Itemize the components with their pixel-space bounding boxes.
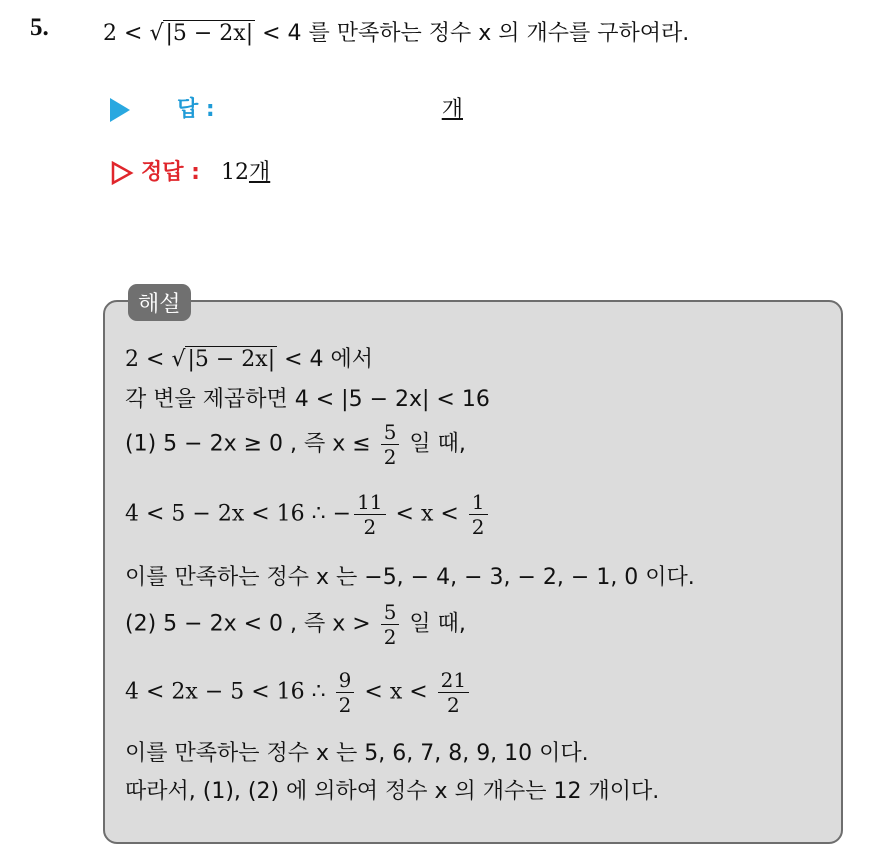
numerator: 11 — [354, 490, 385, 515]
problem-prefix: 2 < — [103, 21, 143, 46]
answer-label: 답 : — [177, 97, 215, 122]
denominator: 2 — [383, 625, 397, 649]
explanation-line-4 — [125, 490, 491, 539]
problem-suffix: < 4 를 만족하는 정수 x 의 개수를 구하여라. — [262, 21, 690, 46]
solution-value: 12 — [220, 160, 249, 185]
numerator: 21 — [438, 668, 469, 693]
denominator: 2 — [363, 515, 377, 539]
line3-text: (1) 5 − 2x ≥ 0 , 즉 x ≤ — [125, 431, 371, 457]
problem-number: 5. — [30, 14, 49, 41]
line6-text: (2) 5 − 2x < 0 , 즉 x > — [125, 611, 371, 637]
fraction — [469, 490, 488, 539]
explanation-line-1 — [125, 342, 373, 373]
explanation-tag: 해설 — [128, 284, 191, 321]
line6-end: 일 때, — [409, 611, 466, 637]
denominator: 2 — [338, 693, 352, 717]
fraction — [438, 668, 469, 717]
explanation-line-8: 이를 만족하는 정수 x 는 5, 6, 7, 8, 9, 10 이다. — [125, 741, 589, 766]
numerator: 5 — [381, 420, 400, 445]
fraction — [354, 490, 385, 539]
denominator: 2 — [471, 515, 485, 539]
square-root: √|5 − 2x| — [149, 21, 254, 46]
explanation-line-3 — [125, 420, 466, 469]
numerator: 5 — [381, 600, 400, 625]
explanation-line-6 — [125, 600, 466, 649]
fraction — [336, 668, 355, 717]
explanation-line-9: 따라서, (1), (2) 에 의하여 정수 x 의 개수는 12 개이다. — [125, 779, 660, 804]
line7-text: 4 < 2x − 5 < 16 ∴ — [125, 679, 326, 705]
solution-unit: 개 — [248, 160, 271, 185]
line4-text: 4 < 5 − 2x < 16 ∴ − — [125, 501, 352, 527]
denominator: 2 — [383, 445, 397, 469]
line7-mid: < x < — [364, 679, 428, 705]
line4-mid: < x < — [395, 501, 459, 527]
denominator: 2 — [447, 693, 460, 717]
line1-prefix: 2 < — [125, 347, 165, 372]
line1-suffix: < 4 에서 — [284, 347, 374, 372]
fraction — [381, 420, 400, 469]
numerator: 9 — [336, 668, 355, 693]
line1-radicand: |5 − 2x| — [187, 347, 276, 372]
square-root: √|5 − 2x| — [171, 347, 276, 372]
numerator: 1 — [469, 490, 488, 515]
play-triangle-icon — [110, 98, 130, 122]
explanation-line-5: 이를 만족하는 정수 x 는 −5, − 4, − 3, − 2, − 1, 0 이다. — [125, 565, 695, 590]
outline-triangle-icon — [110, 161, 134, 185]
fraction — [381, 600, 400, 649]
answer-row — [110, 92, 463, 123]
explanation-line-7 — [125, 668, 472, 717]
problem-radicand: |5 − 2x| — [165, 21, 254, 46]
solution-label: 정답 : — [141, 160, 200, 185]
solution-answer-row — [110, 155, 270, 186]
answer-unit[interactable]: 개 — [441, 97, 463, 122]
line3-end: 일 때, — [409, 431, 466, 457]
explanation-line-2: 각 변을 제곱하면 4 < |5 − 2x| < 16 — [125, 387, 490, 412]
problem-statement — [103, 16, 689, 47]
